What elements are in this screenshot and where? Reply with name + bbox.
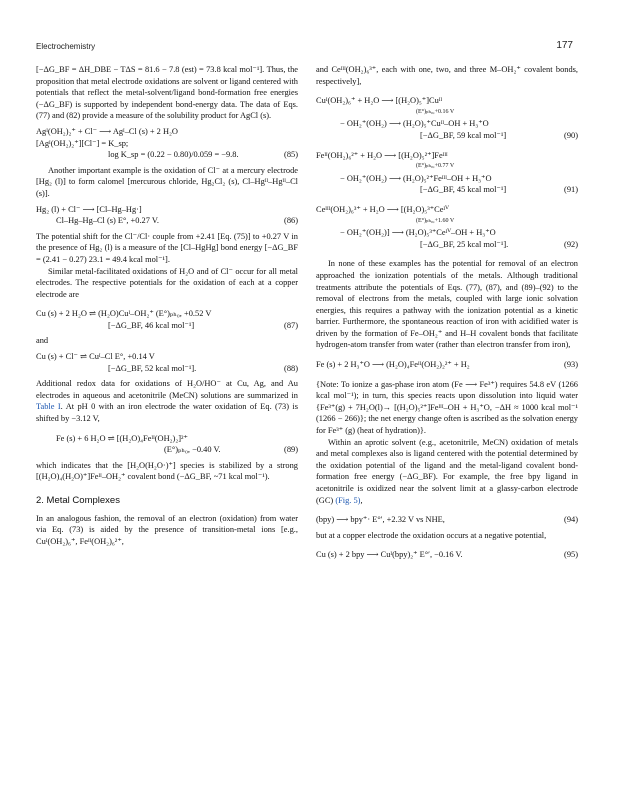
paragraph-text: Additional redox data for oxidations of H₂O/HO⁻ at Cu, Ag, and Au electrodes in aqueous and acetonitrile (MeCN) solutions are summarized in [36, 379, 298, 400]
equation-number: (90) [564, 130, 578, 140]
equation-text: [−ΔG_BF, 25 kcal mol⁻¹]. [420, 239, 509, 249]
equation-condition: (E°)ₚₕ₀,+0.16 V [416, 108, 455, 115]
equation-text: Fe (s) + 2 H₃⁺O ⟶ (H₂O)₄Feᴵᴵ(OH₂)₂²⁺ + H₂ [316, 360, 470, 370]
page-number: 177 [556, 40, 573, 51]
equation [316, 184, 578, 196]
equation [316, 204, 578, 216]
figure-link[interactable]: (Fig. 5) [335, 495, 361, 505]
equation [316, 130, 578, 142]
equation [36, 149, 298, 161]
paragraph-text: . At pH 0 with an iron electrode the water oxidation of Eq. (73) is shifted by −3.12 V, [36, 402, 298, 424]
equation-number: (85) [284, 150, 298, 160]
equation-number: (94) [564, 515, 578, 525]
equation-condition: (E°)ₚₕ₀,+1.60 V [416, 217, 455, 224]
equation [316, 161, 578, 173]
paragraph: [−ΔG_BF = ΔH_DBE − TΔS = 81.6 − 7.8 (est) = 73.8 kcal mol⁻¹]. Thus, the proposition that metal electrode oxidations are solvent or ligand centered with potentials that reflect the metal-solvent/ligand bond-formation free energies (−ΔG_BF) is supported by independent bond-energy data. The data of Eqs. (77) and (82) provide a measure of the solubility product for AgCl (s). [36, 65, 298, 121]
equation-text: Cuᴵ(OH₂)₆⁺ + H₂O ⟶ [(H₂O)₅⁺]Cuᴵᴵ [316, 96, 443, 106]
equation [316, 239, 578, 251]
equation [36, 138, 298, 150]
equation-text: Ceᴵᴵᴵ(OH₂)₆³⁺ + H₂O ⟶ [(H₂O)₅³⁺Ceᴵⱽ [316, 204, 449, 214]
equation-number: (88) [284, 363, 298, 373]
equation [316, 549, 578, 561]
paragraph: and [36, 336, 49, 346]
equation-text: Agᴵ(OH₂)₂⁺ + Cl⁻ ⟶ Agᴵ–Cl (s) + 2 H₂O [36, 126, 178, 136]
equation [316, 173, 578, 185]
equation-text: − OH₂⁺(OH₂)] ⟶ (H₂O)₅³⁺Ceᴵⱽ–OH + H₃⁺O [340, 228, 496, 238]
equation-text: [−ΔG_BF, 46 kcal mol⁻¹] [108, 320, 195, 330]
equation-text: Cu (s) + Cl⁻ ⇌ Cuᴵ–Cl E°, +0.14 V [36, 352, 155, 362]
paragraph-text: Within an aprotic solvent (e.g., acetonitrile, MeCN) oxidation of metals and metal complexes also is ligand centered with the potential determined by the oxidation potential of the ligand and the metal-ligand covalent bond-formation free energy (−ΔG_BF). For example, the free bpy ligand in acetonitrile is oxidized near the solvent limit at a glassy-carbon electrode (GC) [316, 437, 578, 505]
right-column [316, 64, 578, 561]
equation [316, 150, 578, 162]
running-header-journal: Electrochemistry [36, 42, 96, 51]
equation-text: [−ΔG_BF, 59 kcal mol⁻¹] [420, 130, 507, 140]
paragraph: Similar metal-facilitated oxidations of H₂O and of Cl⁻ occur for all metal electrodes. The respective potentials for the oxidation of each at a copper electrode are [36, 266, 298, 299]
paragraph: Another important example is the oxidation of Cl⁻ at a mercury electrode [Hg₂ (l)] to form calomel [mercurous chloride, Hg₂Cl₂ (s), Cl–Hgᴵᴵ–Hgᴵᴵ–Cl (s)]. [36, 165, 298, 198]
equation-number: (95) [564, 550, 578, 560]
equation-number: (93) [564, 360, 578, 370]
equation-number: (86) [284, 216, 298, 226]
equation [36, 204, 298, 216]
equation-number: (92) [564, 239, 578, 249]
paragraph [316, 437, 578, 507]
paragraph: In an analogous fashion, the removal of an electron (oxidation) from water via Eq. (73) is aided by the presence of transition-metal ions [e.g., Cuᴵ(OH₂)₆⁺, Feᴵᴵ(OH₂)₆²⁺, [36, 513, 298, 546]
equation-text: − OH₂⁺(OH₂) ⟶ (H₂O)₅²⁺Feᴵᴵᴵ–OH + H₃⁺O [340, 173, 492, 183]
equation-number: (87) [284, 320, 298, 330]
equation-text: (E°)ₚₕ₀, −0.40 V. [164, 445, 221, 455]
equation-text: (bpy) ⟶ bpy⁺· E°′, +2.32 V vs NHE, [316, 515, 445, 525]
equation-text: [−ΔG_BF, 52 kcal mol⁻¹]. [108, 363, 197, 373]
equation [36, 351, 298, 363]
equation [316, 227, 578, 239]
equation-number: (91) [564, 185, 578, 195]
paragraph: which indicates that the [H₂O(H₂O·)⁺] species is stabilized by a strong [(H₂O)₄(H₂O)⁺]Feᴵᴵ–OH₂⁺ covalent bond (−ΔG_BF, ~71 kcal mol⁻¹). [36, 460, 298, 482]
equation-text: Cl–Hg–Hg–Cl (s) E°, +0.27 V. [56, 216, 159, 226]
equation-number: (89) [284, 445, 298, 455]
equation [36, 215, 298, 227]
equation [36, 126, 298, 138]
equation-text: − OH₂⁺(OH₂) ⟶ (H₂O)₅⁺Cuᴵᴵ–OH + H₃⁺O [340, 119, 489, 129]
equation [36, 433, 298, 445]
equation [316, 359, 578, 371]
equation-text: Cu (s) + 2 bpy ⟶ Cuᴵ(bpy)₂⁺ E°′, −0.16 V. [316, 550, 463, 560]
left-column [36, 64, 298, 547]
paragraph: The potential shift for the Cl⁻/Cl· couple from +2.41 [Eq. (75)] to +0.27 V in the presence of Hg₂ (l) is a measure of the [Cl–HgHg] bond energy [−ΔG_BF = (2.41 − 0.27) 23.1 = 49.4 kcal mol⁻¹]. [36, 231, 298, 264]
equation [316, 107, 578, 119]
equation [316, 216, 578, 228]
paragraph: In none of these examples has the potential for removal of an electron approached the ionization potentials of the metals. Although traditional treatments attribute the potentials of Eqs. (77), (87), and (89)–(92) to the removal of electrons from the metals, coupled with large ionic solvation energies, this requires a pathway with the ionization potential as a kinetic barrier. Furthermore, the spontaneous reaction of iron with acidified water is driven by the formation of Fe–OH₂⁺ and H–H covalent bonds that facilitate hydrogen-atom transfer from water (rather than electron transfer from iron), [316, 259, 578, 350]
equation [316, 95, 578, 107]
paragraph-text: , [360, 495, 363, 505]
equation [36, 320, 298, 332]
equation [36, 444, 298, 456]
equation-text: log K_sp = (0.22 − 0.80)/0.059 = −9.8. [108, 150, 239, 160]
equation-text: Fe (s) + 6 H₂O ⇌ [(H₂O)₄Feᴵᴵ(OH₂)₂]²⁺ [56, 433, 188, 443]
equation-text: Cu (s) + 2 H₂O ⇌ (H₂O)Cuᴵ–OH₂⁺ (E°)ₚₕ₀, +0.52 V [36, 309, 212, 319]
paragraph: but at a copper electrode the oxidation occurs at a negative potential, [316, 530, 547, 540]
paragraph [36, 378, 298, 424]
equation [36, 308, 298, 320]
table-link[interactable]: Table I [36, 402, 61, 412]
equation [316, 514, 578, 526]
equation-condition: (E°)ₚₕ₀,+0.77 V [416, 163, 455, 170]
equation-text: Feᴵᴵ(OH₂)₆²⁺ + H₂O ⟶ [(H₂O)₅²⁺]Feᴵᴵᴵ [316, 150, 448, 160]
equation [36, 363, 298, 375]
section-heading: 2. Metal Complexes [36, 495, 120, 506]
equation-text: Hg₂ (l) + Cl⁻ ⟶ [Cl–Hg–Hg·] [36, 204, 142, 214]
paragraph: {Note: To ionize a gas-phase iron atom (Fe ⟶ Fe³⁺) requires 54.8 eV (1266 kcal mol⁻¹); in turn, this species reacts upon dissolution into liquid water {Fe³⁺(g) + 7H₂O(l)→ [(H₂O)₅²⁺]Feᴵᴵᴵ–OH + H₃⁺O, −ΔH ≈ 1000 kcal mol⁻¹ (1266 − 266)}; the net energy change often is ascribed as the solvation energy for Fe³⁺ (g) (heat of hydration)}. [316, 379, 578, 436]
equation-text: [−ΔG_BF, 45 kcal mol⁻¹] [420, 185, 507, 195]
paragraph: and Ceᴵᴵᴵ(OH₂)₆³⁺, each with one, two, and three M–OH₂⁺ covalent bonds, respectively], [316, 65, 578, 86]
equation-text: [Agᴵ(OH₂)₂⁺][Cl⁻] = K_sp; [36, 138, 129, 148]
equation [316, 118, 578, 130]
